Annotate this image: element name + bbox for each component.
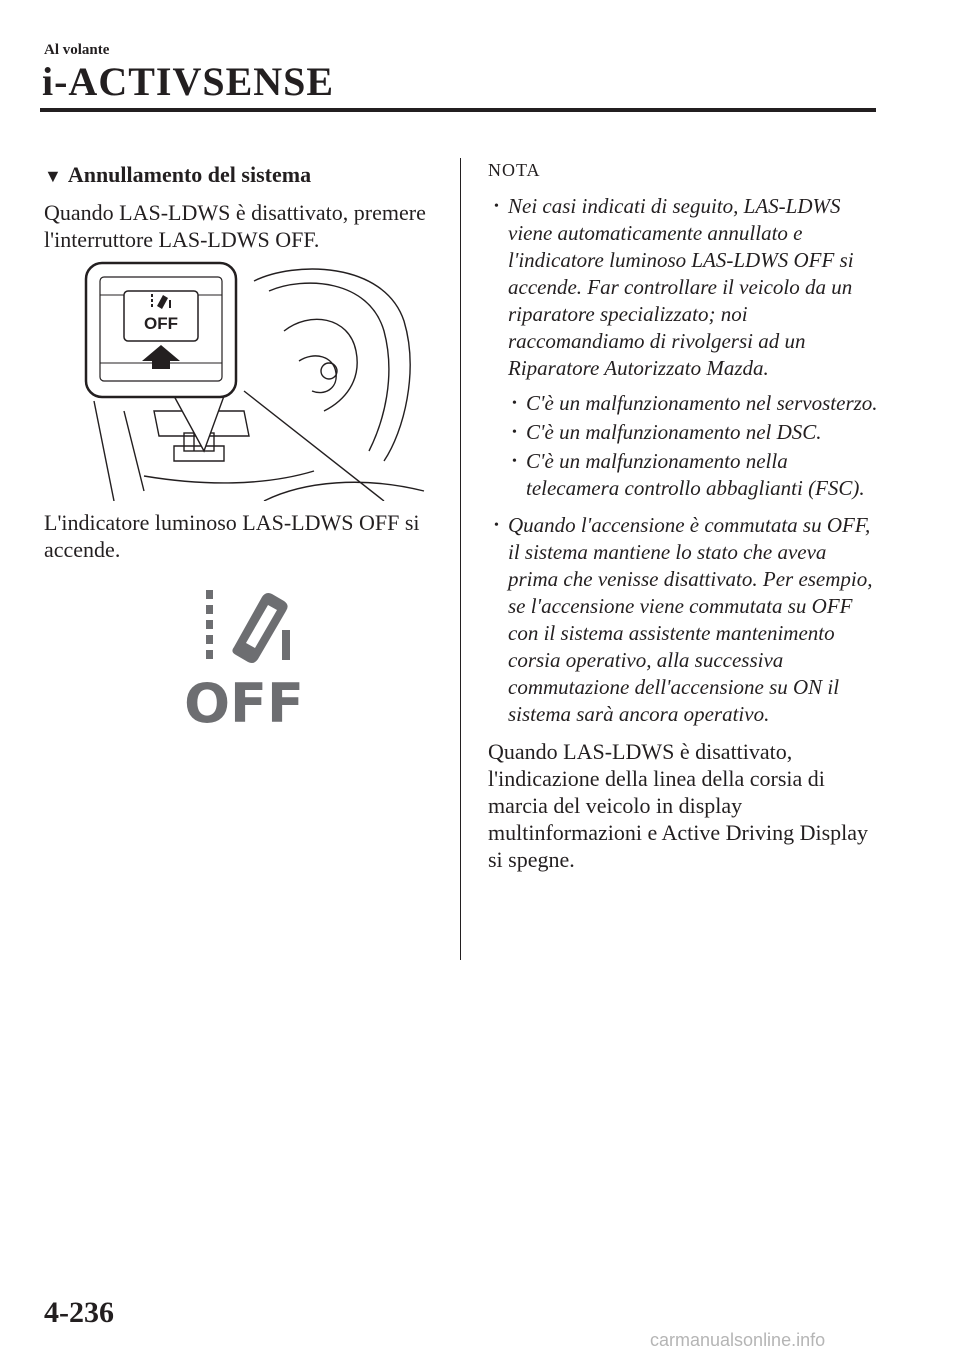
- indicator-lamp: [184, 585, 304, 725]
- right-column: [488, 160, 880, 873]
- watermark: carmanualsonline.info: [650, 1330, 826, 1350]
- column-divider: [460, 158, 461, 960]
- section-label: Al volante: [44, 42, 110, 58]
- triangle-marker-icon: ▼: [44, 166, 62, 186]
- note-item: [488, 193, 880, 502]
- note-sub-list: [508, 390, 880, 502]
- note-sub-item: • C'è un malfunzionamento nel DSC.: [508, 419, 880, 446]
- note-sub-item: • C'è un malfunzionamento nel servosterzo.: [508, 390, 880, 417]
- switch-off-label: OFF: [144, 314, 178, 333]
- note-text: Nei casi indicati di seguito, LAS-LDWS viene automaticamente annullato e l'indicatore luminoso LAS-LDWS OFF si accende. Far controllare il veicolo da un riparatore specializzato; noi raccomandiamo di rivolgersi ad un Riparatore Autorizzato Mazda.: [508, 194, 854, 380]
- switch-illustration: [84, 261, 434, 501]
- page-number: 4-236: [44, 1296, 114, 1329]
- note-item: • Quando l'accensione è commutata su OFF, il sistema mantiene lo stato che aveva prima che venisse disattivato. Per esempio, se l'accensione viene commutata su OFF con il sistema assistente mantenimento corsia operativo, alla successiva commutazione dell'accensione su ON il sistema sarà ancora operativo.: [488, 512, 880, 728]
- subheading-text: Annullamento del sistema: [67, 162, 312, 187]
- indicator-off-label: OFF: [184, 672, 304, 725]
- dashboard-switch-icon: [84, 261, 434, 501]
- subheading: [44, 160, 434, 191]
- note-sub-item: • C'è un malfunzionamento nella telecamera controllo abbaglianti (FSC).: [508, 448, 880, 502]
- indicator-paragraph: L'indicatore luminoso LAS-LDWS OFF si accende.: [44, 510, 420, 562]
- display-paragraph: Quando LAS-LDWS è disattivato, l'indicazione della linea della corsia di marcia del veicolo in display multinformazioni e Active Driving Display si spegne.: [488, 739, 869, 872]
- page-title: i-ACTIVSENSE: [42, 59, 335, 104]
- note-list: [488, 193, 880, 728]
- lane-departure-off-indicator-icon: [184, 585, 304, 725]
- note-label: NOTA: [488, 160, 541, 180]
- instruction-paragraph: Quando LAS-LDWS è disattivato, premere l'interruttore LAS-LDWS OFF.: [44, 200, 426, 252]
- left-column: [44, 160, 434, 725]
- header-rule: [40, 108, 876, 112]
